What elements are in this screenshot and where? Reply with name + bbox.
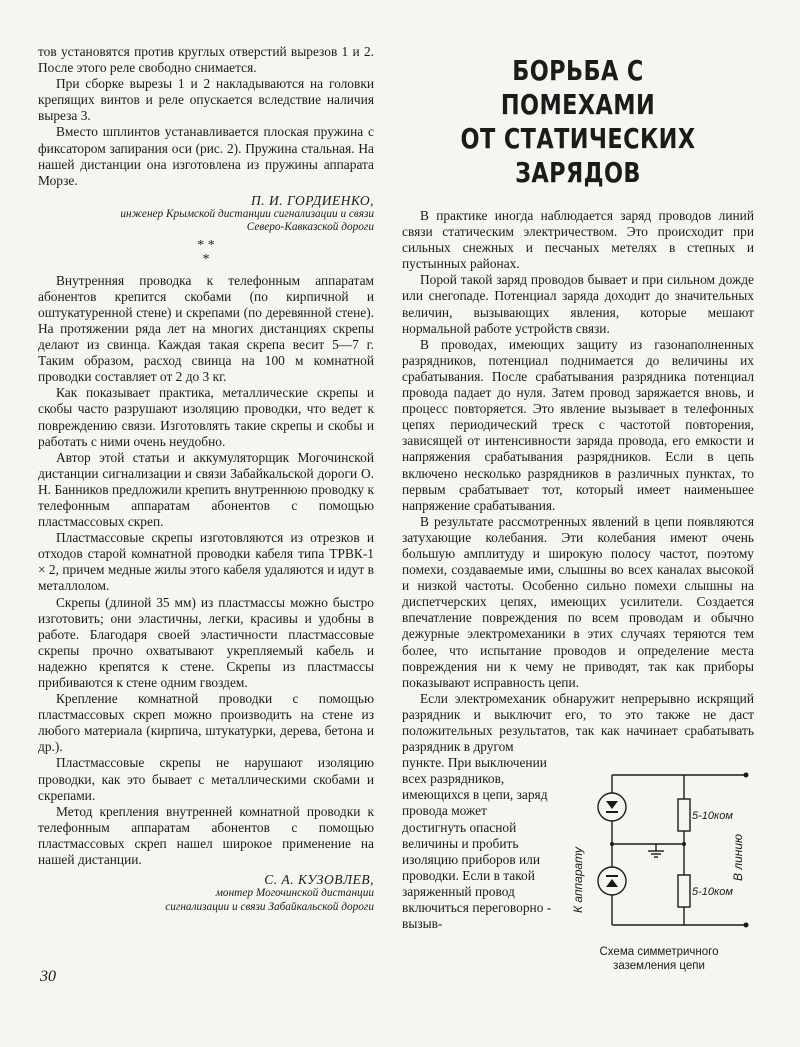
paragraph: Пластмассовые скрепы изготовляются из отрезков и отходов старой комнатной проводки кабеля типа ТРВК-1 × 2, причем медные жилы этого кабеля удаляются и идут в металлолом. (38, 530, 374, 594)
title-line: ОТ СТАТИЧЕСКИХ ЗАРЯДОВ (460, 122, 696, 189)
circuit-figure (564, 763, 754, 973)
paragraph: тов установятся против круглых отверстий вырезов 1 и 2. После этого реле свободно снимается. (38, 44, 374, 76)
author-role: инженер Крымской дистанции сигнализации и связи (120, 207, 374, 220)
resistor-label: 5-10ком (692, 810, 733, 823)
paragraph: В результате рассмотренных явлений в цепи появляются затухающие колебания. Эти колебания имеют очень большую амплитуду и широкую полосу частот, поэтому помехи, создаваемые ими, слышны во всех каналах высокой и низкой частоты. Особенно сильно помехи слышны на диспетчерских цепях, имеющих усилители. Создается впечатление повреждения по всем проводам и обычно дежурные электромеханики в этих случаях теряются тем более, что испытание проводов и определение места повреждения ни к чему не приводят, так как приборы показывают исправность цепи. (402, 513, 754, 690)
author-name: П. И. ГОРДИЕНКО, (251, 192, 374, 208)
paragraph: Метод крепления внутренней комнатной проводки к телефонным аппаратам абонентов с помощью пластмассовых скреп нашел широкое применение на нашей дистанции. (38, 803, 374, 868)
section-divider (38, 239, 374, 267)
resistor-bottom (678, 875, 690, 907)
paragraph: Как показывает практика, металлические скрепы и скобы часто разрушают изоляцию проводки, что ведет к повреждению связи. Изготовлять такие скрепы и скобы и работать с ними очень неудобно. (38, 385, 374, 449)
paragraph: Скрепы (длиной 35 мм) из пластмассы можно быстро изготовить; они эластичны, легки, красивы и удобны в работе. Благодаря своей эластичности пластмассовые скрепы прочно охватывают укрепляемый кабель и надежно крепятся к стене. Скрепы из пластмассы прибиваются к стене одним гвоздем. (38, 594, 374, 690)
paragraph: Автор этой статьи и аккумуляторщик Могочинской дистанции сигнализации и связи Забайкальской дороги О. Н. Банников предложили крепить внутреннюю проводку к телефонным аппаратам абонентов с помощью пластмассовых скреп. (38, 449, 374, 530)
resistor-label: 5-10ком (692, 886, 733, 899)
author-role: сигнализации и связи Забайкальской дороги (165, 900, 374, 913)
wrapped-text (402, 755, 552, 932)
figure-caption (564, 945, 754, 973)
author-role: Северо-Кавказской дороги (246, 221, 374, 234)
caption-line: Схема симметричного (599, 946, 719, 959)
figure-wrap-block (402, 755, 754, 983)
paragraph: Если электромеханик обнаружит непрерывно искрящий разрядник и выключит его, то это также не даст положительных результатов, так как начинает срабатывать разрядник в другом (402, 690, 754, 755)
page-number: 30 (40, 968, 56, 985)
paragraph: В практике иногда наблюдается заряд проводов линий связи статическим электричеством. Это происходит при сильных снежных и песчаных метелях в степных и пустынных районах. (402, 208, 754, 272)
article-title (437, 54, 719, 190)
paragraph: Пластмассовые скрепы не нарушают изоляцию проводки, как это бывает с металлическими скобами и скрепами. (38, 755, 374, 803)
author-role: монтер Могочинской дистанции (215, 887, 374, 900)
circuit-diagram (564, 763, 754, 943)
left-column (38, 44, 374, 914)
resistor-top (678, 799, 690, 831)
caption-line: заземления цепи (613, 960, 705, 973)
right-column (402, 44, 754, 983)
paragraph: При сборке вырезы 1 и 2 накладываются на головки крепящих винтов и реле опускается вследствие наличия выреза 3. (38, 76, 374, 124)
paragraph: В проводах, имеющих защиту из газонаполненных разрядников, потенциал поднимается до величины их срабатывания. После срабатывания разрядника потенциал провода падает до нуля. Затем провод заряжается вновь, и процесс повторяется. Это явление вызывает в телефонных цепях периодический треск с частотой повторения, зависящей от интенсивности заряда провода, его емкости и напряжения срабатывания разрядников. Если в цепь включено несколько разрядников в различных пунктах, то первым срабатывает тот, который имеет наименьшее напряжение срабатывания. (402, 336, 754, 513)
paragraph: Внутренняя проводка к телефонным аппаратам абонентов крепится скобами (по кирпичной и оштукатуренной стене) и скрепами (по деревянной стене). На протяжении ряда лет на многих дистанциях скрепы делают из свинца. Каждая такая скрепа весит 5—7 г. Таким образом, расход свинца на 100 м комнатной проводки составляет от 2 до 3 кг. (38, 272, 374, 385)
paragraph: Крепление комнатной проводки с помощью пластмассовых скреп можно производить на стене из любого материала (кирпича, штукатурки, дерева, бетона и др.). (38, 691, 374, 755)
title-line: БОРЬБА С ПОМЕХАМИ (500, 54, 656, 121)
paragraph: Вместо шплинтов устанавливается плоская пружина с фиксатором запирания оси (рис. 2). Пружина стальная. На нашей дистанции она изготовлена из пружины аппарата Морзе. (38, 124, 374, 188)
divider-star: * (202, 251, 210, 267)
divider-stars: * * (197, 237, 215, 253)
label-to-line: В линию (731, 834, 745, 882)
author-signature (38, 193, 374, 235)
author-name: С. А. КУЗОВЛЕВ, (264, 872, 374, 888)
author-signature (38, 872, 374, 914)
paragraph: пункте. При выключении всех разрядников, имеющихся в цепи, заряд провода может достигнуть опасной величины и пробить изоляцию приборов или проводки. Если в такой заряженный провод включиться переговорно - вызыв- (402, 755, 552, 932)
label-to-apparatus: К аппарату (571, 847, 585, 914)
paragraph: Порой такой заряд проводов бывает и при сильном дожде или снегопаде. Потенциал заряда доходит до значительных величин, вызывающих явления, которые мешают нормальной работе устройств связи. (402, 272, 754, 336)
